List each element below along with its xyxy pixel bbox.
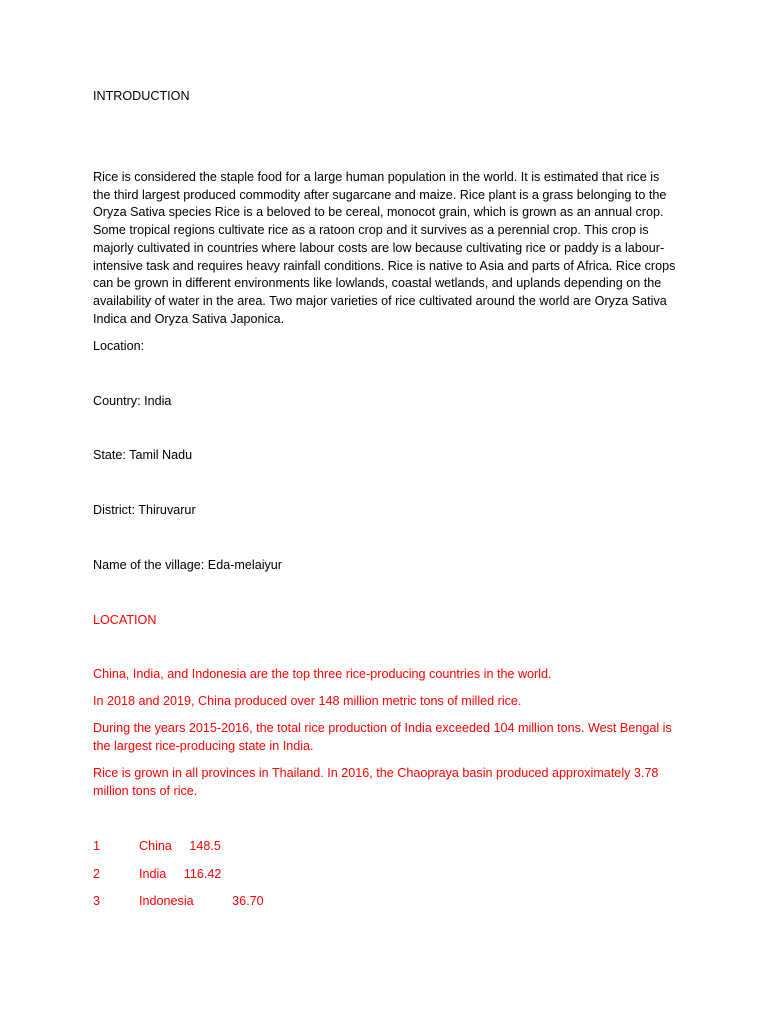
ranking-row bbox=[93, 892, 264, 910]
fact-paragraph: In 2018 and 2019, China produced over 148 million metric tons of milled rice. bbox=[93, 694, 522, 708]
country-line: Country: India bbox=[93, 394, 172, 408]
introduction-heading: INTRODUCTION bbox=[93, 89, 190, 103]
ranking-number: 2 bbox=[93, 867, 101, 881]
ranking-number: 3 bbox=[93, 894, 101, 908]
state-line: State: Tamil Nadu bbox=[93, 448, 193, 462]
ranking-entry: China 148.5 bbox=[139, 839, 221, 853]
intro-paragraph: Rice is considered the staple food for a large human population in the world. It is estimated that rice is the third largest produced commodity after sugarcane and maize. Rice plant is a grass belonging to the Oryza Sativa species Rice is a beloved to be cereal, monocot grain, which is grown as an annual crop. Some tropical regions cultivate rice as a ratoon crop and it survives as a perennial crop. This crop is majorly cultivated in countries where labour costs are low because cultivating rice or paddy is a labour-intensive task and requires heavy rainfall conditions. Rice is native to Asia and parts of Africa. Rice crops can be grown in different environments like lowlands, coastal wetlands, and uplands depending on the availability of water in the area. Two major varieties of rice cultivated around the world are Oryza Sativa Indica and Oryza Sativa Japonica. bbox=[93, 170, 676, 326]
location-label: Location: bbox=[93, 339, 145, 353]
ranking-number: 1 bbox=[93, 839, 101, 853]
location-heading: LOCATION bbox=[93, 613, 157, 627]
fact-paragraph: During the years 2015-2016, the total rice production of India exceeded 104 million tons. West Bengal is the largest rice-producing state in India. bbox=[93, 721, 672, 753]
district-line: District: Thiruvarur bbox=[93, 503, 196, 517]
ranking-entry: Indonesia 36.70 bbox=[139, 894, 264, 908]
ranking-row bbox=[93, 865, 221, 883]
village-line: Name of the village: Eda-melaiyur bbox=[93, 558, 282, 572]
fact-paragraph: Rice is grown in all provinces in Thailand. In 2016, the Chaopraya basin produced approximately 3.78 million tons of rice. bbox=[93, 766, 659, 798]
ranking-entry: India 116.42 bbox=[139, 867, 222, 881]
fact-paragraph: China, India, and Indonesia are the top three rice-producing countries in the world. bbox=[93, 667, 552, 681]
ranking-row bbox=[93, 837, 221, 855]
